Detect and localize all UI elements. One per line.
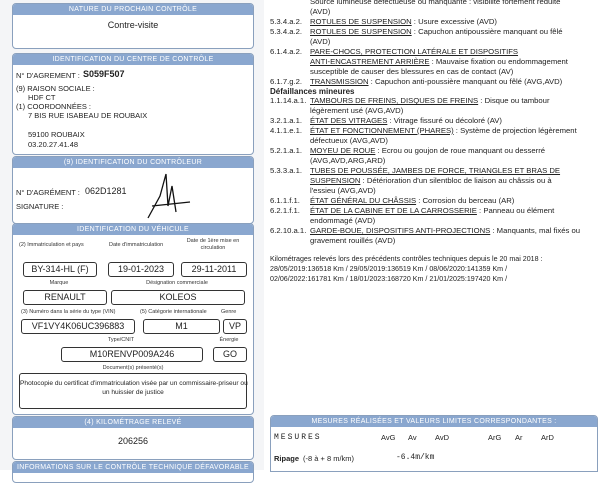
controleur-box xyxy=(12,156,254,224)
info-header: INFORMATIONS SUR LE CONTRÔLE TECHNIQUE DÉFAVORABLE xyxy=(13,462,253,473)
controleur-header: (9) IDENTIFICATION DU CONTRÔLEUR xyxy=(13,157,253,168)
defect-detail: susceptible de causer des blessures en cas de contact (AV) xyxy=(310,67,514,76)
ripage-limit: (-8 à + 8 m/km) xyxy=(303,454,355,463)
defect-detail: : Corrosion du berceau (AR) xyxy=(416,196,515,205)
defect-detail: : Usure excessive (AVD) xyxy=(411,17,497,26)
km-history-line: Kilométrages relevés lors des précédents contrôles techniques depuis le 20 mai 2018 : xyxy=(270,255,543,263)
defect-text xyxy=(310,196,596,206)
defect-detail: défectueux (AVG,AVD) xyxy=(310,136,388,145)
date-mec-label: Date de 1ère mise en circulation xyxy=(186,238,240,251)
right-panel xyxy=(264,0,600,470)
defect-code: 1.1.14.a.1. xyxy=(270,96,307,105)
docs-label: Document(s) présenté(s) xyxy=(102,365,164,371)
measure-col-avd: AvD xyxy=(435,433,450,442)
defect-code: 3.2.1.a.1. xyxy=(270,116,303,125)
next-check-box xyxy=(12,3,254,49)
defect-text xyxy=(310,186,596,196)
docs-field xyxy=(19,373,247,409)
km-value: 206256 xyxy=(117,436,149,446)
defect-code: 6.2.1.f.1. xyxy=(270,206,300,215)
defect-text xyxy=(310,156,596,166)
defect-detail: : Mauvaise fixation ou endommagement xyxy=(429,57,568,66)
measure-col-av: Av xyxy=(408,433,417,442)
centre-box xyxy=(12,53,254,155)
defect-title: ÉTAT GÉNÉRAL DU CHÂSSIS xyxy=(310,196,417,205)
measure-col-arg: ArG xyxy=(488,433,502,442)
defect-code: 5.3.4.a.2. xyxy=(270,17,303,26)
defect-title: MOYEU DE ROUE xyxy=(310,146,376,155)
defect-text xyxy=(310,226,596,236)
designation-field: KOLEOS xyxy=(111,290,245,305)
defect-code: 6.1.4.a.2. xyxy=(270,47,303,56)
measures-label: MESURES xyxy=(274,433,322,442)
defect-detail: (AVG,AVD,ARG,ARD) xyxy=(310,156,386,165)
defect-detail: : Panneau ou élément xyxy=(476,206,555,215)
defect-text xyxy=(310,146,596,156)
defect-title: TUBES DE POUSSÉE, JAMBES DE FORCE, TRIANGLES ET BRAS DE xyxy=(310,166,561,175)
date-mec-field: 29-11-2011 xyxy=(181,262,247,277)
defect-text xyxy=(310,7,596,17)
defect-code: 4.1.1.e.1. xyxy=(270,126,303,135)
defect-title: ÉTAT ET FONCTIONNEMENT (PHARES) xyxy=(310,126,454,135)
controleur-agrement-label: N° D'AGRÉMENT : xyxy=(16,188,80,197)
defect-code: 6.2.10.a.1. xyxy=(270,226,307,235)
defect-detail: Source lumineuse défectueuse ou manquante : visibilité fortement réduite xyxy=(310,0,561,6)
vehicle-box xyxy=(12,223,254,415)
categorie-field: M1 xyxy=(143,319,220,334)
defect-text xyxy=(310,27,596,37)
vehicle-header: IDENTIFICATION DU VÉHICULE xyxy=(13,224,253,235)
measure-col-ar: Ar xyxy=(515,433,523,442)
defect-detail: : Ecrou ou goujon de roue manquant ou desserré xyxy=(375,146,546,155)
defect-text xyxy=(310,77,596,87)
ripage-label: Ripage xyxy=(274,454,300,463)
type-cnit-label: Type/CNIT xyxy=(107,337,135,343)
next-check-value: Contre-visite xyxy=(107,20,159,30)
defect-detail: endommagé (AVD) xyxy=(310,216,376,225)
defect-text xyxy=(310,216,596,226)
raison-sociale-label: (9) RAISON SOCIALE : xyxy=(16,84,95,93)
centre-agrement-value: S059F507 xyxy=(83,69,125,79)
defect-text xyxy=(310,0,596,7)
defect-text xyxy=(310,67,596,77)
defect-detail: : Vitrage fissuré ou décoloré (AV) xyxy=(387,116,502,125)
defect-detail: : Système de projection légèrement xyxy=(453,126,577,135)
controleur-agrement-value: 062D1281 xyxy=(85,186,127,196)
km-header: (4) KILOMÉTRAGE RELEVÉ xyxy=(13,417,253,428)
centre-address-line1: 7 BIS RUE ISABEAU DE ROUBAIX xyxy=(28,111,148,120)
next-check-header: NATURE DU PROCHAIN CONTRÔLE xyxy=(13,4,253,15)
defect-text xyxy=(310,176,596,186)
designation-label: Désignation commerciale xyxy=(146,280,208,286)
defect-text xyxy=(310,236,596,246)
defect-text xyxy=(310,166,596,176)
km-history-line: 02/06/2022:161781 Km / 18/01/2023:168720 Km / 21/01/2025:197420 Km / xyxy=(270,275,508,283)
measure-col-avg: AvG xyxy=(381,433,396,442)
defect-code: 5.3.3.a.1. xyxy=(270,166,303,175)
type-cnit-field: M10RENVP009A246 xyxy=(61,347,203,362)
defect-text xyxy=(310,96,596,106)
defect-text xyxy=(310,106,596,116)
defect-text xyxy=(310,37,596,47)
km-box xyxy=(12,416,254,460)
defect-title: PARE-CHOCS, PROTECTION LATÉRALE ET DISPOSITIFS xyxy=(310,47,519,56)
defect-code: 6.1.7.g.2. xyxy=(270,77,303,86)
defect-code: 5.3.4.a.2. xyxy=(270,27,303,36)
left-panel xyxy=(0,0,264,470)
raison-sociale-value: HDF CT xyxy=(28,93,56,102)
defect-detail: : Manquants, mal fixés ou xyxy=(490,226,580,235)
defect-detail: gravement rouillés (AVD) xyxy=(310,236,396,245)
date-immat-field: 19-01-2023 xyxy=(108,262,174,277)
vin-field: VF1VY4K06UC396883 xyxy=(21,319,135,334)
ripage-value: -6.4m/km xyxy=(396,453,435,462)
defect-text xyxy=(310,116,596,126)
measures-header: MESURES RÉALISÉES ET VALEURS LIMITES CORRESPONDANTES : xyxy=(271,416,597,427)
defect-code: 5.2.1.a.1. xyxy=(270,146,303,155)
defect-title: ROTULES DE SUSPENSION xyxy=(310,17,412,26)
measure-col-ard: ArD xyxy=(541,433,554,442)
immat-label: (2) Immatriculation et pays xyxy=(19,242,84,248)
km-history-line: 28/05/2019:136518 Km / 29/05/2019:136519 Km / 08/06/2020:141359 Km / xyxy=(270,265,508,273)
defect-title: ROTULES DE SUSPENSION xyxy=(310,27,412,36)
energie-label: Énergie xyxy=(219,337,239,343)
energie-field: GO xyxy=(213,347,247,362)
defect-detail: : Détérioration d'un silentbloc de liaison au châssis ou à xyxy=(360,176,552,185)
minor-defects-heading: Défaillances mineures xyxy=(270,87,355,96)
centre-header: IDENTIFICATION DU CENTRE DE CONTRÔLE xyxy=(13,54,253,65)
defect-title: ÉTAT DES VITRAGES xyxy=(310,116,388,125)
genre-label: Genre xyxy=(221,309,237,315)
defect-detail: (AVD) xyxy=(310,7,331,16)
defect-text xyxy=(310,136,596,146)
defect-text xyxy=(310,126,596,136)
defect-detail: : Capuchon antipoussière manquant ou fêlé xyxy=(411,27,563,36)
defect-text xyxy=(310,17,596,27)
genre-field: VP xyxy=(223,319,247,334)
marque-label: Marque xyxy=(49,280,69,286)
docs-line2: un huissier de justice xyxy=(102,389,164,396)
defect-title: SUSPENSION xyxy=(310,176,361,185)
defect-detail: l'essieu (AVG,AVD) xyxy=(310,186,376,195)
defect-detail: (AVD) xyxy=(310,37,331,46)
signature-scribble xyxy=(138,166,198,222)
defect-title: GARDE-BOUE, DISPOSITIFS ANTI-PROJECTIONS xyxy=(310,226,491,235)
signature-label: SIGNATURE : xyxy=(16,202,64,211)
categorie-label: (5) Catégorie internationale xyxy=(140,309,207,315)
docs-line1: Photocopie du certificat d'immatriculation visée par un commissaire-priseur ou xyxy=(20,380,248,387)
defect-detail: : Capuchon anti-poussière manquant ou fêlé (AVG,AVD) xyxy=(368,77,563,86)
defect-title: ÉTAT DE LA CABINE ET DE LA CARROSSERIE xyxy=(310,206,477,215)
measures-box xyxy=(270,415,598,472)
marque-field: RENAULT xyxy=(23,290,107,305)
defect-detail: légèrement usé (AVG,AVD) xyxy=(310,106,404,115)
defect-text xyxy=(310,47,596,57)
info-box xyxy=(12,461,254,483)
date-immat-label: Date d'immatriculation xyxy=(109,242,164,248)
centre-address-line2: 59100 ROUBAIX xyxy=(28,130,85,139)
centre-agrement-label: N° D'AGREMENT : xyxy=(16,71,80,80)
defect-text xyxy=(310,206,596,216)
coordonnees-label: (1) COORDONNÉES : xyxy=(16,102,92,111)
vin-label: (3) Numéro dans la série du type (VIN) xyxy=(21,309,116,315)
defect-title: ANTI-ENCASTREMENT ARRIÈRE xyxy=(310,57,430,66)
defect-title: TAMBOURS DE FREINS, DISQUES DE FREINS xyxy=(310,96,479,105)
defect-title: TRANSMISSION xyxy=(310,77,369,86)
defect-detail: : Disque ou tambour xyxy=(478,96,550,105)
defect-text xyxy=(310,57,596,67)
defect-code: 6.1.1.f.1. xyxy=(270,196,300,205)
immat-field: BY-314-HL (F) xyxy=(23,262,97,277)
centre-phone: 03.20.27.41.48 xyxy=(28,140,79,149)
